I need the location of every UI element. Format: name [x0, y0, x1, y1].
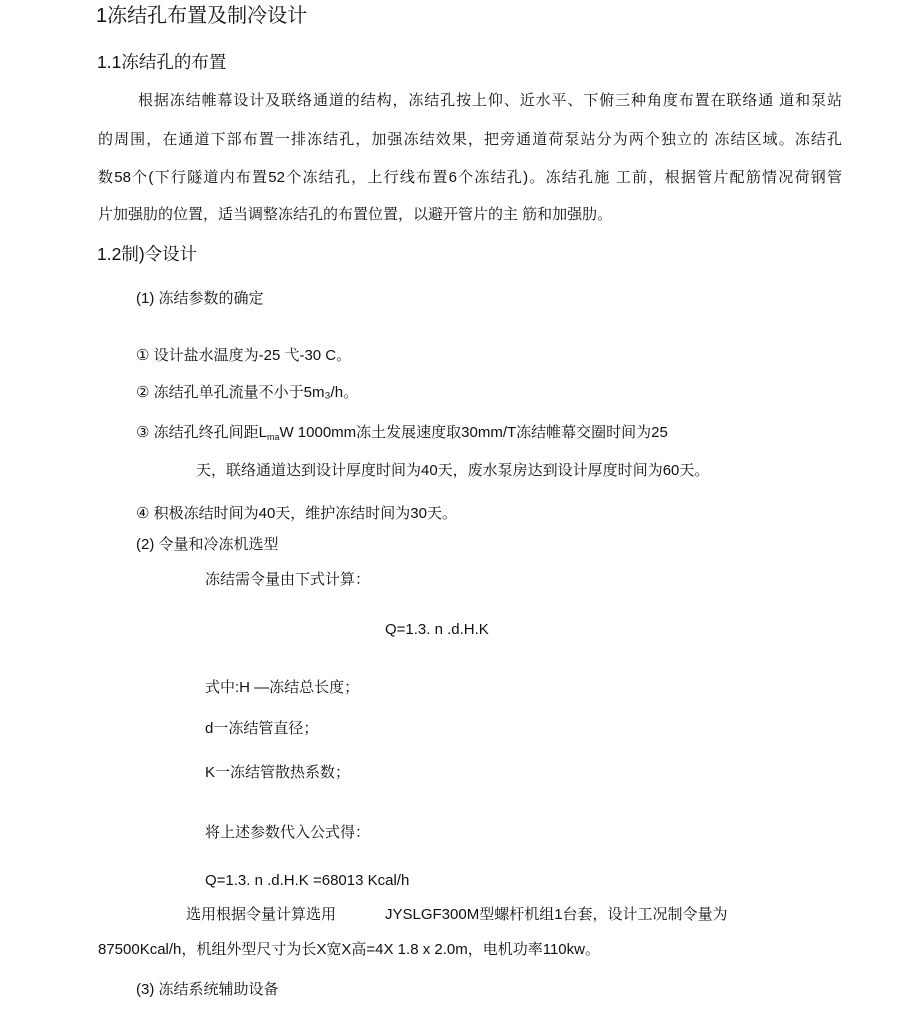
paragraph-line: 根据冻结帷幕设计及联络通道的结构，冻结孔按上仰、近水平、下俯三种角度布置在联络通 道和泵站 — [138, 92, 842, 109]
list-item: ② 冻结孔单孔流量不小于5m₃/h。 — [136, 384, 359, 401]
list-item-text: W 1000mm冻土发展速度取30mm/T冻结帷幕交圈时间为25 — [279, 424, 668, 441]
substitute-text: 将上述参数代入公式得： — [205, 824, 371, 841]
section-heading-1-2: 1.2制)令设计 — [97, 244, 198, 264]
document-title: 1冻结孔布置及制冷设计 — [96, 5, 308, 27]
section-heading-1-1: 1.1冻结孔的布置 — [97, 52, 227, 72]
definition: 式中:H —冻结总长度； — [205, 679, 360, 696]
subscript: ma — [266, 432, 280, 442]
definition: d一冻结管直径； — [205, 720, 319, 737]
selection-text: 87500Kcal/h，机组外型尺寸为长X宽X高=4X 1.8 x 2.0m，电机功率110kw。 — [98, 941, 600, 958]
list-item: ① 设计盐水温度为-25 弋-30 C。 — [136, 347, 352, 364]
selection-text: 选用根据令量计算选用 — [186, 906, 337, 923]
paragraph-line: 的周围，在通道下部布置一排冻结孔，加强冻结效果，把旁通道荷泵站分为两个独立的 冻结区域。冻结孔 — [98, 131, 842, 148]
subheading-1: (1) 冻结参数的确定 — [136, 290, 264, 307]
formula: Q=1.3. n .d.H.K — [385, 621, 489, 638]
list-item — [136, 423, 668, 447]
formula-result: Q=1.3. n .d.H.K =68013 Kcal/h — [205, 872, 410, 889]
list-item-continuation: 天，联络通道达到设计厚度时间为40天，废水泵房达到设计厚度时间为60天。 — [196, 462, 710, 479]
subheading-3: (3) 冻结系统辅助设备 — [136, 981, 279, 998]
list-item-text: ③ 冻结孔终孔间距L — [136, 424, 267, 441]
paragraph-line: 数58个(下行隧道内布置52个冻结孔，上行线布置6个冻结孔)。冻结孔施 工前，根据管片配筋情况荷钢管 — [98, 169, 842, 186]
definition: K一冻结管散热系数； — [205, 764, 351, 781]
paragraph-line: 片加强肋的位置，适当调整冻结孔的布置位置，以避开管片的主 筋和加强肋。 — [98, 206, 613, 223]
subheading-2: (2) 令量和冷冻机选型 — [136, 536, 279, 553]
list-item: ④ 积极冻结时间为40天，维护冻结时间为30天。 — [136, 505, 457, 522]
intro-text: 冻结需令量由下式计算： — [205, 571, 371, 588]
selection-text: JYSLGF300M型螺杆机组1台套，设计工况制令量为 — [385, 906, 728, 923]
